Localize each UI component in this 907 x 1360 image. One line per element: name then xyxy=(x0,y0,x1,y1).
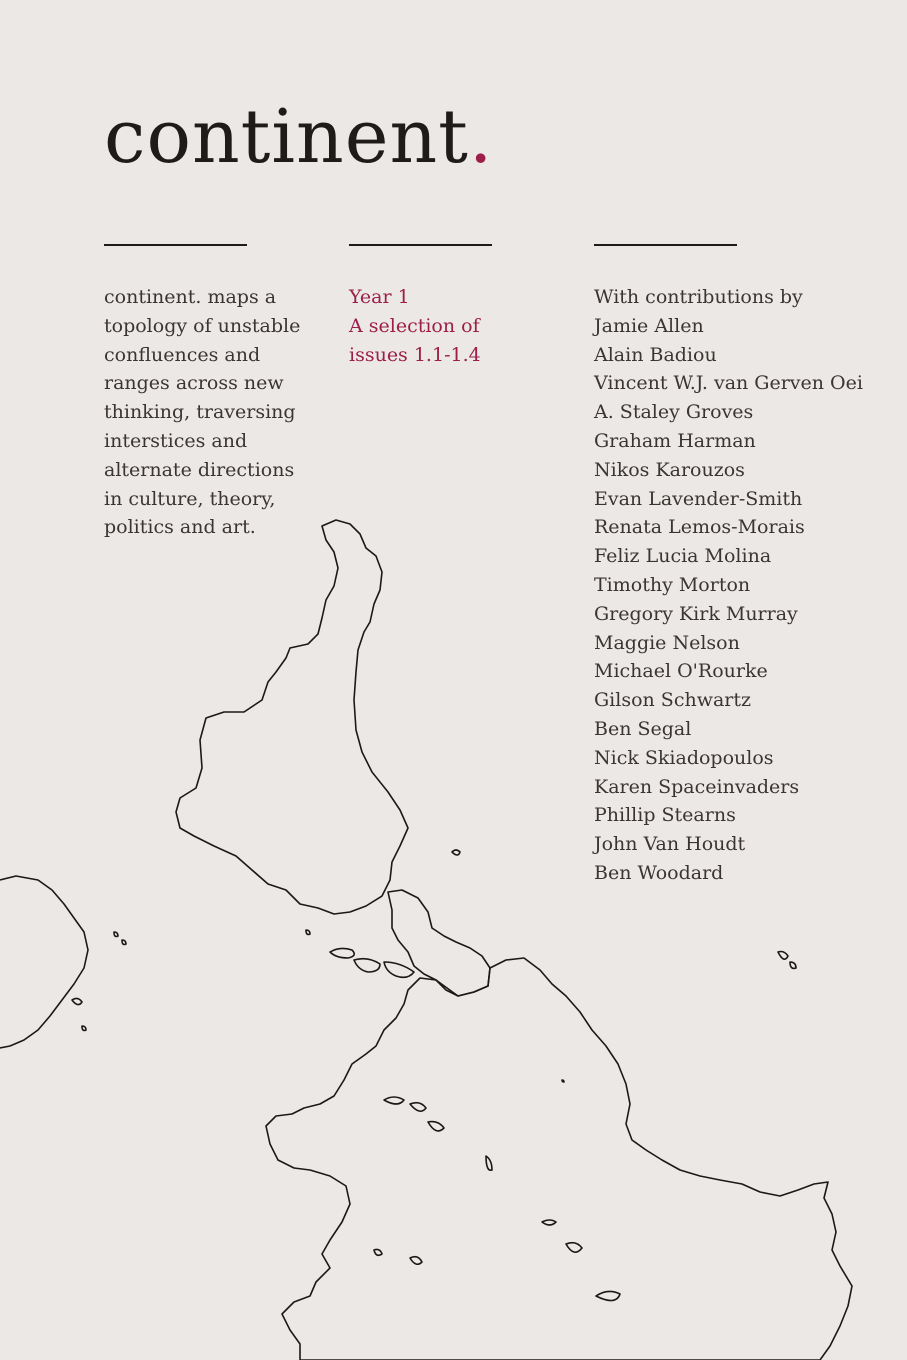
contributor-name: Vincent W.J. van Gerven Oei xyxy=(594,372,863,395)
map-landmass-lower xyxy=(266,958,852,1360)
contributor-name: A. Staley Groves xyxy=(594,401,754,424)
contributor-name: Karen Spaceinvaders xyxy=(594,775,800,798)
map-island xyxy=(374,1250,382,1256)
map-island xyxy=(486,1156,492,1170)
map-island xyxy=(114,932,118,937)
edition-line: A selection of xyxy=(349,314,480,337)
contributor-name: John Van Houdt xyxy=(594,833,746,856)
map-island xyxy=(82,1026,86,1031)
contributor-name: Maggie Nelson xyxy=(594,631,740,654)
map-island xyxy=(330,948,354,958)
map-island xyxy=(452,850,460,855)
contributor-name: Gilson Schwartz xyxy=(594,689,752,712)
map-isthmus xyxy=(388,890,490,996)
contributor-name: Michael O'Rourke xyxy=(594,660,768,683)
description-line: topology of unstable xyxy=(104,314,301,337)
contributor-name: Graham Harman xyxy=(594,429,756,452)
contributor-name: Gregory Kirk Murray xyxy=(594,602,798,625)
contributor-name: Feliz Lucia Molina xyxy=(594,545,772,568)
contributor-name: Alain Badiou xyxy=(594,343,717,366)
map-island xyxy=(410,1103,426,1112)
map-island xyxy=(562,1080,564,1082)
description-line: ranges across new xyxy=(104,372,284,395)
map-island xyxy=(542,1220,556,1225)
map-island xyxy=(790,962,796,968)
contributor-name: Jamie Allen xyxy=(594,314,704,337)
title-dot: . xyxy=(468,94,494,180)
edition-issues: issues 1.1-1.4 xyxy=(349,343,481,366)
map-landmass-upper xyxy=(176,520,408,914)
edition-year: Year 1 xyxy=(349,286,410,308)
contributor-name: Evan Lavender-Smith xyxy=(594,487,803,510)
map-island xyxy=(384,962,414,977)
description-line: thinking, traversing xyxy=(104,401,296,424)
map-island xyxy=(566,1243,582,1253)
map-island xyxy=(410,1257,422,1265)
map-island xyxy=(384,1097,404,1104)
map-island xyxy=(596,1291,620,1300)
map-island xyxy=(778,952,788,960)
map-island xyxy=(354,959,380,972)
contributor-name: Renata Lemos-Morais xyxy=(594,516,805,539)
description-line: interstices and xyxy=(104,429,248,452)
map-island xyxy=(72,998,82,1004)
contributor-name: Nick Skiadopoulos xyxy=(594,746,774,769)
description-line: politics and art. xyxy=(104,516,256,539)
contributor-name: Timothy Morton xyxy=(594,573,751,596)
contributor-name: Ben Woodard xyxy=(594,861,724,884)
description-line: alternate directions xyxy=(104,458,295,481)
contributor-name: Phillip Stearns xyxy=(594,804,736,827)
map-island xyxy=(428,1122,444,1131)
contributor-name: Nikos Karouzos xyxy=(594,458,745,481)
title-word: continent xyxy=(104,94,469,180)
map-landmass-left xyxy=(0,876,88,1048)
contributions-heading: With contributions by xyxy=(594,286,803,308)
description-line: confluences and xyxy=(104,343,261,366)
contributor-name: Ben Segal xyxy=(594,717,692,740)
map-island xyxy=(306,930,310,935)
description-line: in culture, theory, xyxy=(104,487,276,510)
description-line: continent. maps a xyxy=(104,286,277,308)
map-island xyxy=(122,940,126,945)
